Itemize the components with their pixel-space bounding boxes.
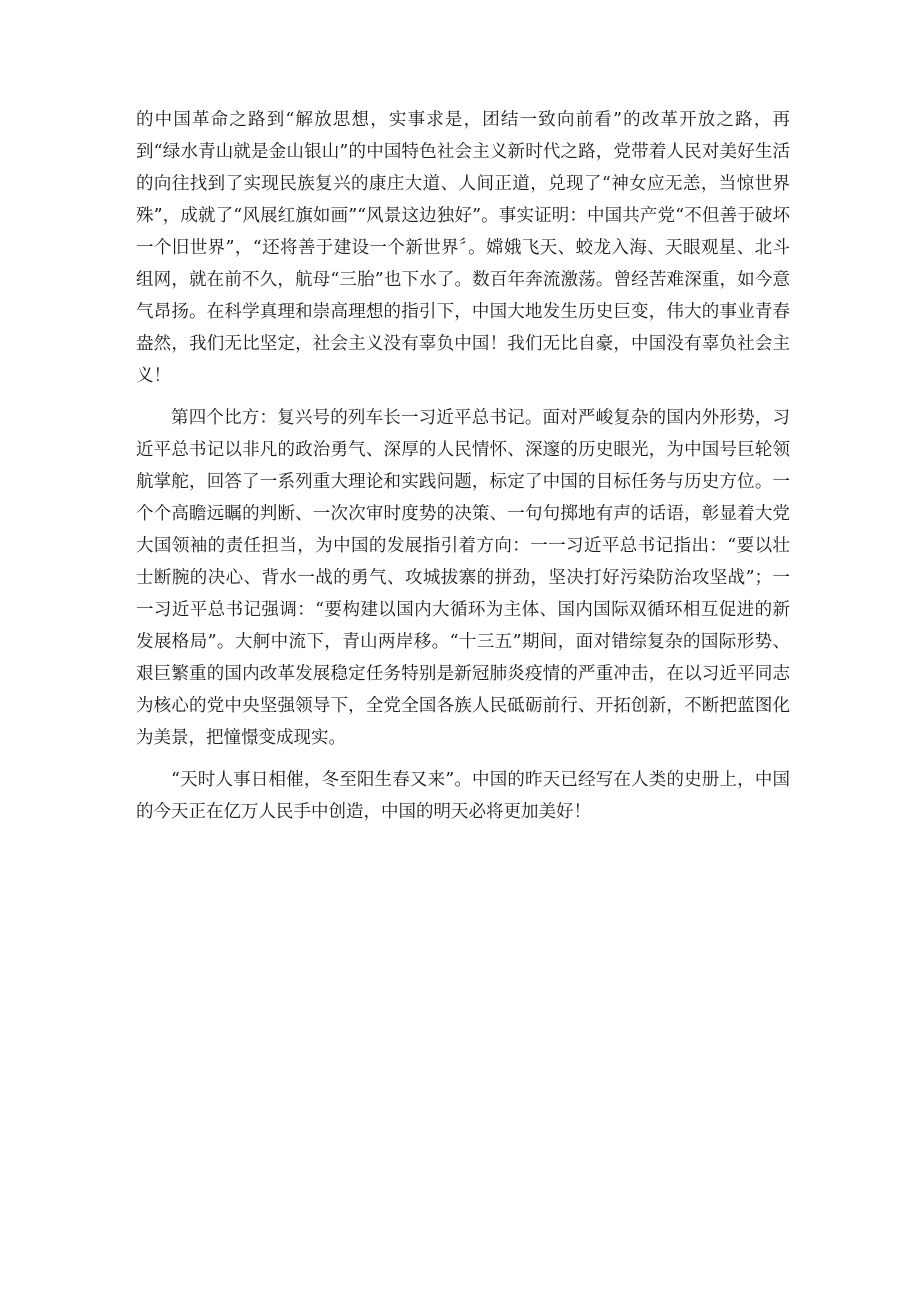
- paragraph-fourth-metaphor: 第四个比方：复兴号的列车长一习近平总书记。面对严峻复杂的国内外形势，习近平总书记以非凡的政治勇气、深厚的人民情怀、深邃的历史眼光，为中国号巨轮领航掌舵，回答了一系列重大理论和实践问题，标定了中国的目标任务与历史方位。一个个高瞻远瞩的判断、一次次审时度势的决策、一句句掷地有声的话语，彰显着大党大国领袖的责任担当，为中国的发展指引着方向：一一习近平总书记指出：“要以壮士断腕的决心、背水一战的勇气、攻城拔寨的拼劲，坚决打好污染防治攻坚战”；一一习近平总书记强调：“要构建以国内大循环为主体、国内国际双循环相互促进的新发展格局”。大舸中流下，青山两岸移。“十三五”期间，面对错综复杂的国际形势、艰巨繁重的国内改革发展稳定任务特别是新冠肺炎疫情的严重冲击，在以习近平同志为核心的党中央坚强领导下，全党全国各族人民砥砺前行、开拓创新，不断把蓝图化为美景，把憧憬变成现实。: [136, 408, 790, 748]
- document-page: [136, 104, 790, 828]
- paragraph-closing: “天时人事日相催，冬至阳生春又来”。中国的昨天已经写在人类的史册上，中国的今天正在亿万人民手中创造，中国的明天必将更加美好！: [136, 770, 790, 822]
- paragraph-continuation: 的中国革命之路到“解放思想，实事求是，团结一致向前看”的改革开放之路，再到“绿水青山就是金山银山”的中国特色社会主义新时代之路，党带着人民对美好生活的向往找到了实现民族复兴的康庄大道、人间正道，兑现了“神女应无恙，当惊世界殊”，成就了“风展红旗如画”“风景这边独好”。事实证明：中国共产党“不但善于破坏一个旧世界”，“还将善于建设一个新世界〞。嫦娥飞天、蛟龙入海、天眼观星、北斗组网，就在前不久，航母“三胎”也下水了。数百年奔流激荡。曾经苦难深重，如今意气昂扬。在科学真理和崇高理想的指引下，中国大地发生历史巨变，伟大的事业青春盎然，我们无比坚定，社会主义没有辜负中国！我们无比自豪，中国没有辜负社会主义！: [136, 110, 790, 386]
